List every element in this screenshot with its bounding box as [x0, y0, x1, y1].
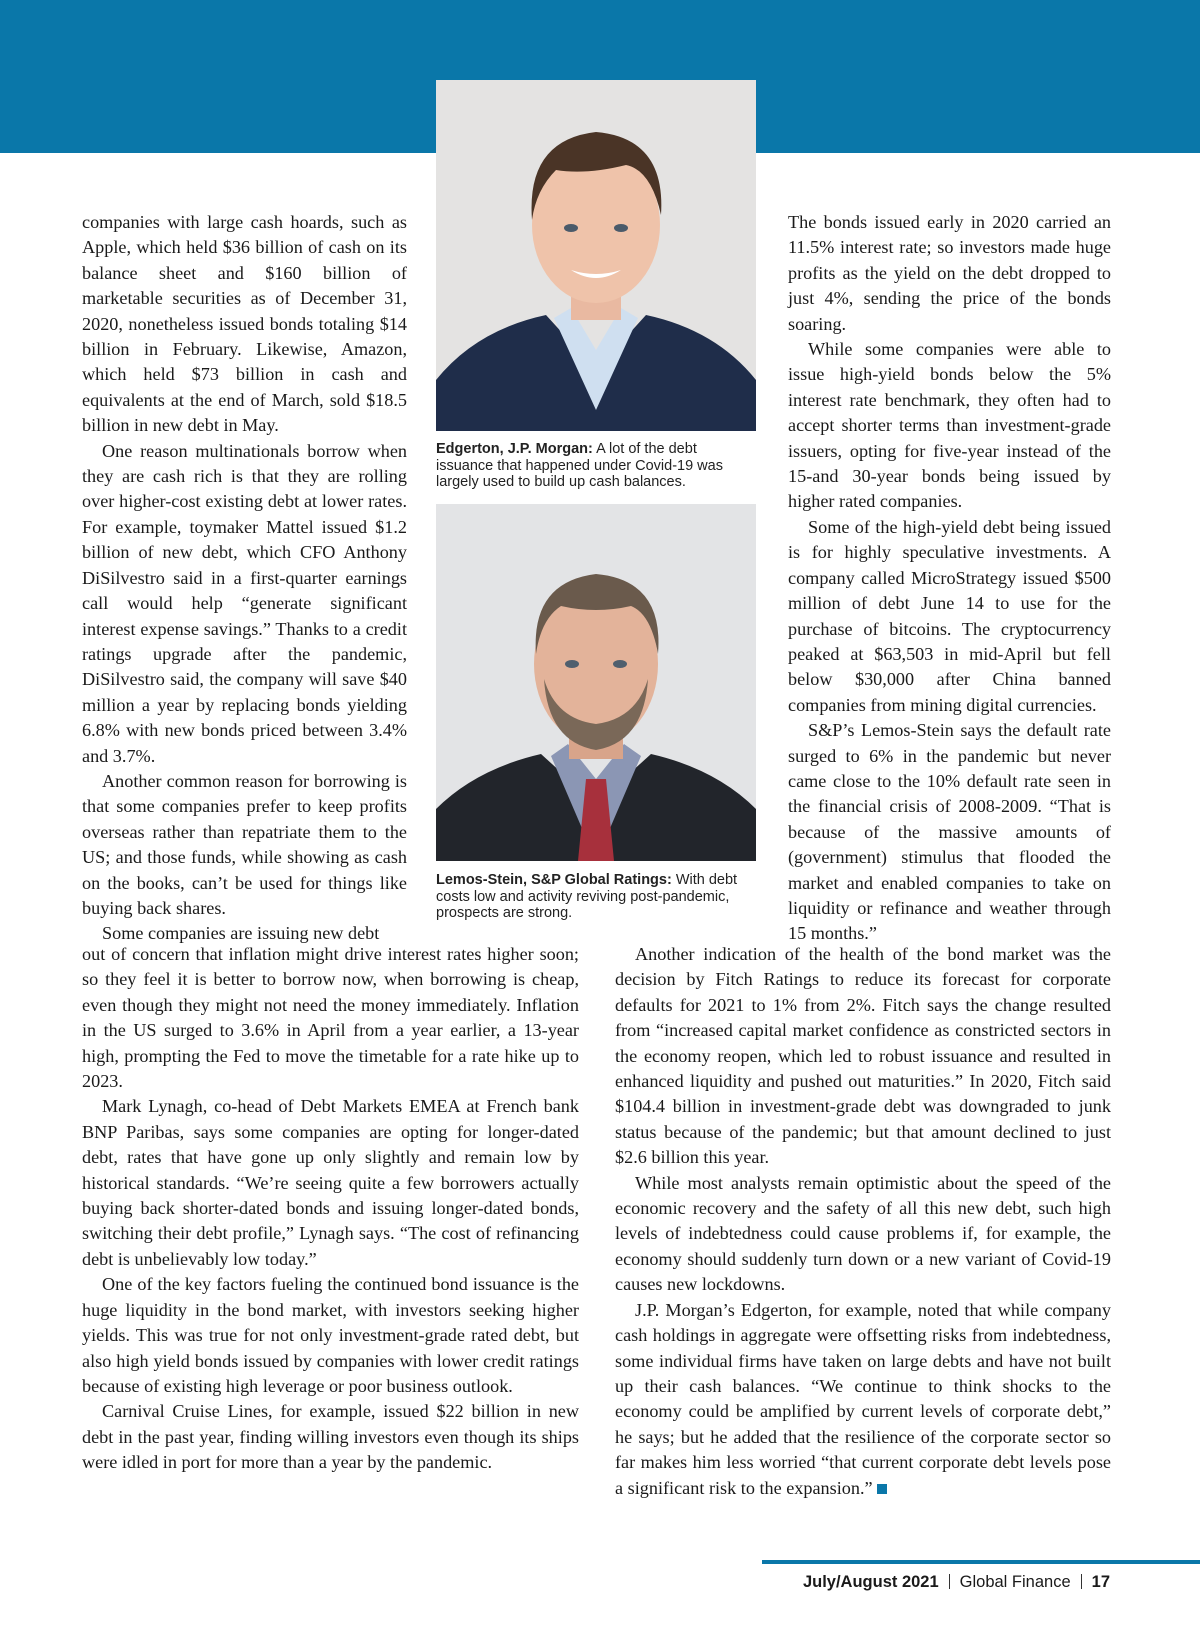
paragraph: Another indication of the health of the bond market was the decision by Fitch Ratings to reduce its forecast for corporate defaults for 2021 to 1% from 2%. Fitch says the change resulted from “increased capital market confidence as constricted sectors in the economy reopen, which led to robust issuance and resulted in enhanced liquidity and pushed out maturities.” In 2020, Fitch said $104.4 billion in investment-grade debt was downgraded to junk status because of the pandemic; but that amount declined to just $2.6 billion this year.: [615, 944, 1111, 1168]
caption-name: Edgerton, J.P. Morgan:: [436, 441, 593, 457]
paragraph: Another common reason for borrowing is that some companies prefer to keep profits overseas rather than repatriate them to the US; and those funds, while showing as cash on the books, can’t be used for things like buying back shares.: [82, 770, 407, 918]
edgerton-caption: [436, 441, 756, 491]
end-of-article-mark: [877, 1484, 887, 1494]
paragraph: companies with large cash hoards, such as Apple, which held $36 billion of cash on its balance sheet and $160 billion of marketable securities as of December 31, 2020, nonetheless issued bonds totaling $14 billion in February. Likewise, Amazon, which held $73 billion in cash and equivalents at the end of March, sold $18.5 billion in new debt in May.: [82, 212, 407, 436]
paragraph: Some of the high-yield debt being issued is for highly speculative investments. A company called MicroStrategy issued $500 million of debt June 14 to use for the purchase of bitcoins. The cryptocurrency peaked at $63,503 in mid-April but fell below $30,000 after China banned companies from mining digital currencies.: [788, 516, 1111, 715]
paragraph: S&P’s Lemos-Stein says the default rate surged to 6% in the pandemic but never came close to the 10% default rate seen in the financial crisis of 2008-2009. “That is because of the massive amounts of (government) stimulus that flooded the market and enabled companies to take on liquidity or refinance and weather through 15 months.”: [788, 720, 1111, 944]
lemos-stein-caption: [436, 872, 756, 922]
paragraph: One reason multinationals borrow when they are cash rich is that they are rolling over higher-cost existing debt at lower rates. For example, toymaker Mattel issued $1.2 billion of new debt, which CFO Anthony DiSilvestro said in a first-quarter earnings call would help “generate significant interest expense savings.” Thanks to a credit ratings upgrade after the pandemic, DiSilvestro said, the company will save $40 million a year by replacing bonds yielding 6.8% with new bonds priced between 3.4% and 3.7%.: [82, 440, 407, 766]
paragraph: One of the key factors fueling the continued bond issuance is the huge liquidity in the bond market, with investors seeking higher yields. This was true for not only investment-grade rated debt, but also high yield bonds issued by companies with lower credit ratings because of existing high leverage or poor business outlook.: [82, 1274, 579, 1396]
page-number: 17: [1091, 1573, 1110, 1591]
caption-name: Lemos-Stein, S&P Global Ratings:: [436, 872, 672, 888]
lemos-stein-portrait: [436, 504, 756, 861]
paragraph-final: [615, 1298, 1111, 1501]
paragraph: Some companies are issuing new debt: [102, 923, 380, 944]
article-column-right-bottom: [615, 942, 1111, 1501]
paragraph: While some companies were able to issue high-yield bonds below the 5% interest rate benchmark, they often had to accept shorter terms than investment-grade issuers, opting for five-year instead of the 15-and 30-year bonds being issued by higher rated companies.: [788, 339, 1111, 512]
paragraph: Carnival Cruise Lines, for example, issued $22 billion in new debt in the past year, finding willing investors even though its ships were idled in port for more than a year by the pandemic.: [82, 1401, 579, 1473]
footer-separator: [949, 1574, 950, 1589]
caption-text: With debt costs low and activity reviving post-pandemic, prospects are strong.: [436, 872, 738, 921]
footer-rule: [762, 1560, 1200, 1564]
paragraph-text: J.P. Morgan’s Edgerton, for example, noted that while company cash holdings in aggregate were offsetting risks from indebtedness, some individual firms have taken on large debts and have not built up their cash balances. “We continue to think shocks to the economy could be amplified by current levels of corporate debt,” he says; but he added that the resilience of the corporate sector so far makes him less worried “that current corporate debt levels pose a significant risk to the expansion.”: [615, 1299, 1111, 1498]
paragraph: Mark Lynagh, co-head of Debt Markets EMEA at French bank BNP Paribas, says some companies are opting for longer-dated debt, rates that have gone up only slightly and remain low by historical standards. “We’re seeing quite a few borrowers actually buying back shorter-dated bonds and issuing longer-dated bonds, switching their debt profile,” Lynagh says. “The cost of refinancing debt is unbelievably low today.”: [82, 1096, 579, 1269]
page-footer: [803, 1573, 1110, 1592]
footer-separator: [1081, 1574, 1082, 1589]
paragraph: The bonds issued early in 2020 carried an 11.5% interest rate; so investors made huge profits as the yield on the debt dropped to just 4%, sending the price of the bonds soaring.: [788, 212, 1111, 334]
edgerton-portrait: [436, 80, 756, 431]
issue-date: July/August 2021: [802, 1573, 939, 1591]
article-column-left-top: [82, 210, 407, 947]
paragraph: While most analysts remain optimistic about the speed of the economic recovery and the safety of all this new debt, such high levels of indebtedness could cause problems if, for example, the economy should suddenly turn down or a new variant of Covid-19 causes new lockdowns.: [615, 1172, 1111, 1295]
publication-name: Global Finance: [959, 1573, 1071, 1591]
article-column-left-bottom: [82, 942, 579, 1476]
article-column-right-top: [788, 210, 1111, 947]
paragraph: out of concern that inflation might drive interest rates higher soon; so they feel it is better to borrow now, when borrowing is cheap, even though they might not need the money immediately. Inflation in the US surged to 3.6% in April from a year earlier, a 13-year high, prompting the Fed to move the timetable for a rate hike up to 2023.: [82, 944, 579, 1092]
caption-text: A lot of the debt issuance that happened under Covid-19 was largely used to build up cash balances.: [436, 441, 723, 490]
